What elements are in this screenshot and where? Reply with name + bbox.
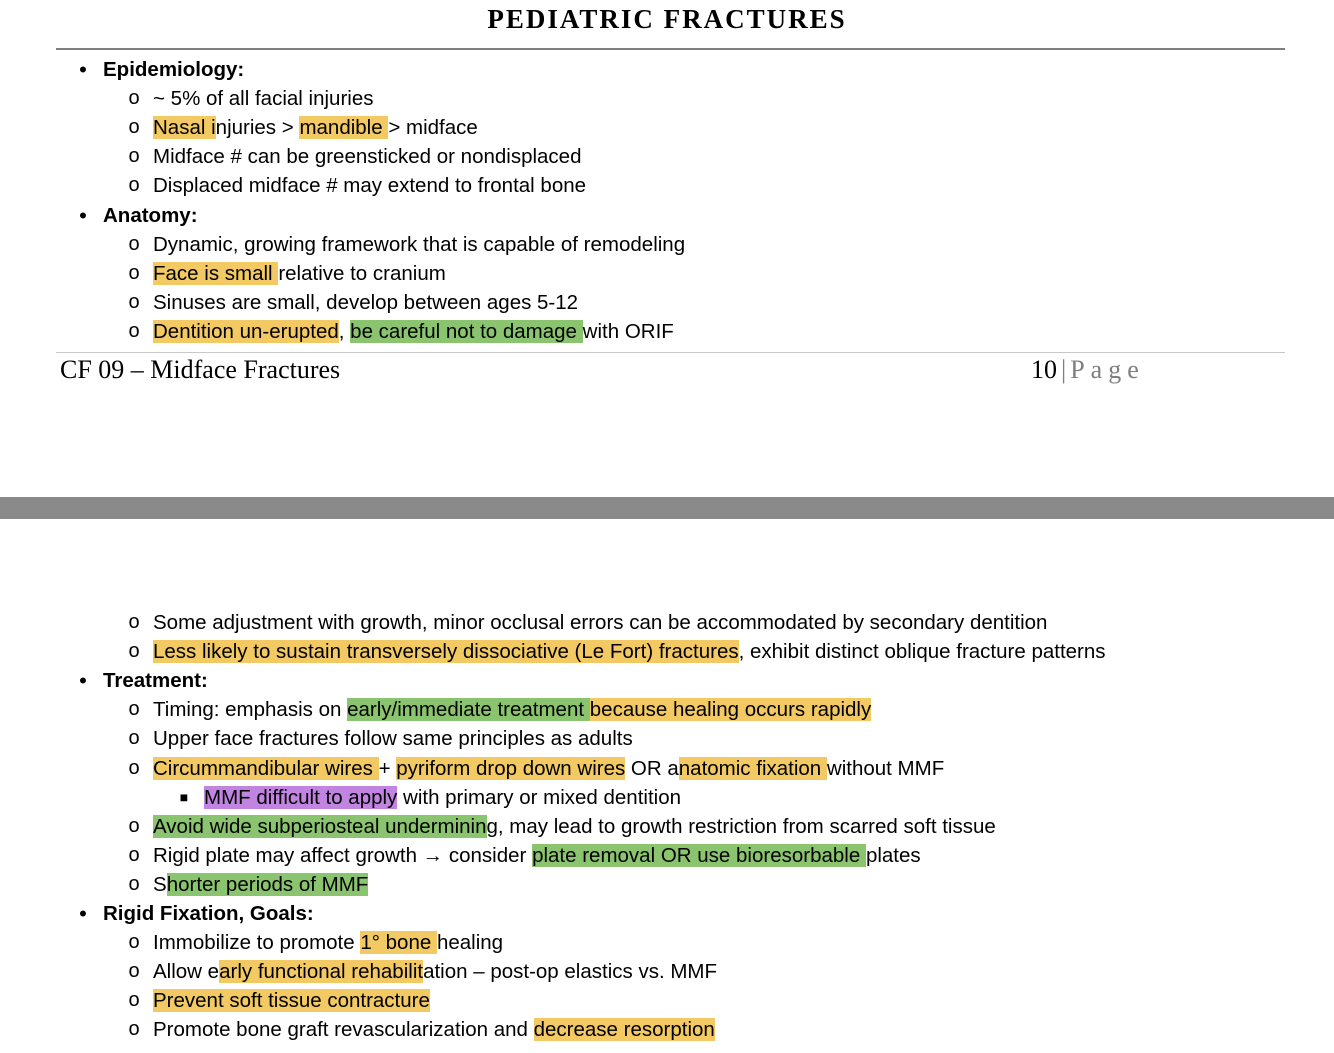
highlighted-text: because healing occurs rapidly bbox=[589, 698, 872, 722]
text-segment: Displaced midface # may extend to frontal bone bbox=[153, 174, 587, 198]
text-segment: njuries > bbox=[215, 116, 300, 140]
text-segment: , bbox=[338, 319, 351, 343]
item-text bbox=[153, 637, 1106, 666]
item-text bbox=[153, 812, 996, 841]
text-segment: g, may lead to growth restriction from scarred soft tissue bbox=[486, 814, 996, 838]
highlighted-text: 1° bone bbox=[360, 931, 437, 955]
item-text bbox=[153, 608, 1047, 637]
bullet-icon: o bbox=[128, 872, 140, 895]
text-segment: Treatment: bbox=[103, 669, 208, 693]
text-segment: Midface # can be greensticked or nondisplaced bbox=[153, 145, 582, 169]
text-segment: , exhibit distinct oblique fracture patterns bbox=[738, 640, 1106, 664]
highlighted-text: natomic fixation bbox=[678, 756, 827, 780]
text-segment: + bbox=[378, 756, 397, 780]
bullet-icon: • bbox=[79, 668, 87, 694]
item-text bbox=[153, 754, 944, 783]
text-segment: Anatomy: bbox=[103, 203, 198, 227]
highlighted-text: Prevent soft tissue contracture bbox=[153, 989, 430, 1013]
text-segment: > midface bbox=[388, 116, 478, 140]
bullet-icon: o bbox=[128, 843, 140, 866]
item-text bbox=[103, 666, 208, 695]
item-text bbox=[153, 870, 368, 899]
text-segment: Immobilize to promote bbox=[153, 931, 361, 955]
highlighted-text: plate removal OR use bioresorbable bbox=[532, 843, 866, 867]
item-text bbox=[103, 55, 244, 84]
highlighted-text: Avoid wide subperiosteal underminin bbox=[153, 814, 487, 838]
item-text bbox=[153, 142, 582, 171]
highlighted-text: MMF difficult to apply bbox=[204, 785, 398, 809]
item-text bbox=[153, 113, 478, 142]
bullet-icon: o bbox=[128, 611, 140, 633]
text-segment: Rigid Fixation, Goals: bbox=[103, 902, 314, 925]
page-word: Page bbox=[1070, 355, 1145, 384]
text-segment: healing bbox=[436, 931, 504, 955]
bullet-icon: o bbox=[128, 814, 140, 837]
item-text bbox=[153, 986, 430, 1015]
text-segment: ~ 5% of all facial injuries bbox=[153, 87, 374, 111]
bullet-icon: • bbox=[79, 901, 87, 926]
text-segment: S bbox=[153, 872, 167, 896]
page-separator: | bbox=[1061, 355, 1067, 384]
bullet-icon: o bbox=[128, 174, 140, 197]
bullet-icon: • bbox=[79, 57, 87, 82]
text-segment: Sinuses are small, develop between ages 5-12 bbox=[153, 290, 579, 314]
item-text bbox=[153, 259, 446, 288]
header-rule bbox=[56, 48, 1285, 50]
item-text bbox=[153, 928, 503, 957]
bullet-icon: o bbox=[128, 290, 140, 313]
text-segment: Promote bone graft revascularization and bbox=[153, 1018, 534, 1042]
text-segment: Rigid plate may affect growth → consider bbox=[153, 843, 533, 867]
bullet-icon: o bbox=[128, 989, 140, 1012]
text-segment: plates bbox=[865, 843, 921, 867]
footer-left: CF 09 – Midface Fractures bbox=[60, 355, 341, 384]
bullet-icon: o bbox=[128, 727, 140, 750]
bullet-icon: o bbox=[128, 116, 140, 139]
item-text bbox=[103, 201, 198, 230]
bullet-icon: o bbox=[128, 640, 140, 663]
item-text bbox=[153, 288, 578, 317]
bullet-icon: • bbox=[79, 202, 87, 228]
highlighted-text: Nasal i bbox=[153, 116, 216, 140]
text-segment: OR a bbox=[625, 756, 679, 780]
bullet-icon: o bbox=[128, 698, 140, 721]
text-segment: Dynamic, growing framework that is capable of remodeling bbox=[153, 232, 686, 256]
item-text bbox=[204, 783, 681, 812]
page-title: PEDIATRIC FRACTURES bbox=[487, 4, 847, 34]
text-segment: relative to cranium bbox=[278, 261, 446, 285]
bullet-icon: o bbox=[128, 319, 140, 342]
page-number: 10 bbox=[1031, 355, 1057, 384]
text-segment: Upper face fractures follow same principles as adults bbox=[153, 727, 633, 751]
highlighted-text: early/immediate treatment bbox=[347, 698, 590, 722]
bullet-icon: o bbox=[128, 87, 140, 110]
bullet-icon: o bbox=[128, 756, 140, 779]
bullet-icon: o bbox=[128, 232, 140, 255]
item-text bbox=[153, 317, 674, 346]
item-text bbox=[153, 1015, 715, 1044]
bullet-icon: ■ bbox=[179, 788, 189, 805]
footer-page bbox=[1031, 355, 1145, 385]
highlighted-text: Dentition un-erupted bbox=[153, 319, 339, 343]
highlighted-text: horter periods of MMF bbox=[166, 872, 369, 896]
bullet-icon: o bbox=[128, 931, 140, 954]
text-segment: Epidemiology: bbox=[103, 58, 245, 81]
item-text bbox=[153, 230, 685, 259]
highlighted-text: be careful not to damage bbox=[350, 319, 583, 343]
item-text bbox=[153, 695, 871, 724]
bullet-icon: o bbox=[128, 1018, 140, 1041]
footer-rule bbox=[56, 352, 1285, 353]
highlighted-text: decrease resorption bbox=[533, 1018, 715, 1042]
text-segment: ation – post-op elastics vs. MMF bbox=[423, 960, 718, 984]
text-segment: without MMF bbox=[826, 756, 945, 780]
highlighted-text: pyriform drop down wires bbox=[396, 756, 626, 780]
text-segment: with primary or mixed dentition bbox=[397, 785, 681, 809]
item-text bbox=[103, 899, 314, 928]
highlighted-text: mandible bbox=[299, 116, 389, 140]
highlighted-text: Face is small bbox=[153, 261, 279, 285]
item-text bbox=[153, 841, 921, 870]
item-text bbox=[153, 84, 374, 113]
highlighted-text: Less likely to sustain transversely dissociative (Le Fort) fractures bbox=[153, 640, 739, 664]
text-segment: Timing: emphasis on bbox=[153, 698, 348, 722]
bullet-icon: o bbox=[128, 261, 140, 284]
item-text bbox=[153, 171, 586, 200]
item-text bbox=[153, 957, 717, 986]
text-segment: with ORIF bbox=[582, 319, 674, 343]
bullet-icon: o bbox=[128, 145, 140, 168]
item-text bbox=[153, 724, 633, 753]
highlighted-text: Circummandibular wires bbox=[153, 756, 379, 780]
text-segment: Allow e bbox=[153, 960, 220, 984]
text-segment: Some adjustment with growth, minor occlusal errors can be accommodated by secondary dentition bbox=[153, 611, 1048, 634]
bullet-icon: o bbox=[128, 960, 140, 983]
page-gap bbox=[0, 497, 1334, 519]
highlighted-text: arly functional rehabilit bbox=[219, 960, 424, 984]
